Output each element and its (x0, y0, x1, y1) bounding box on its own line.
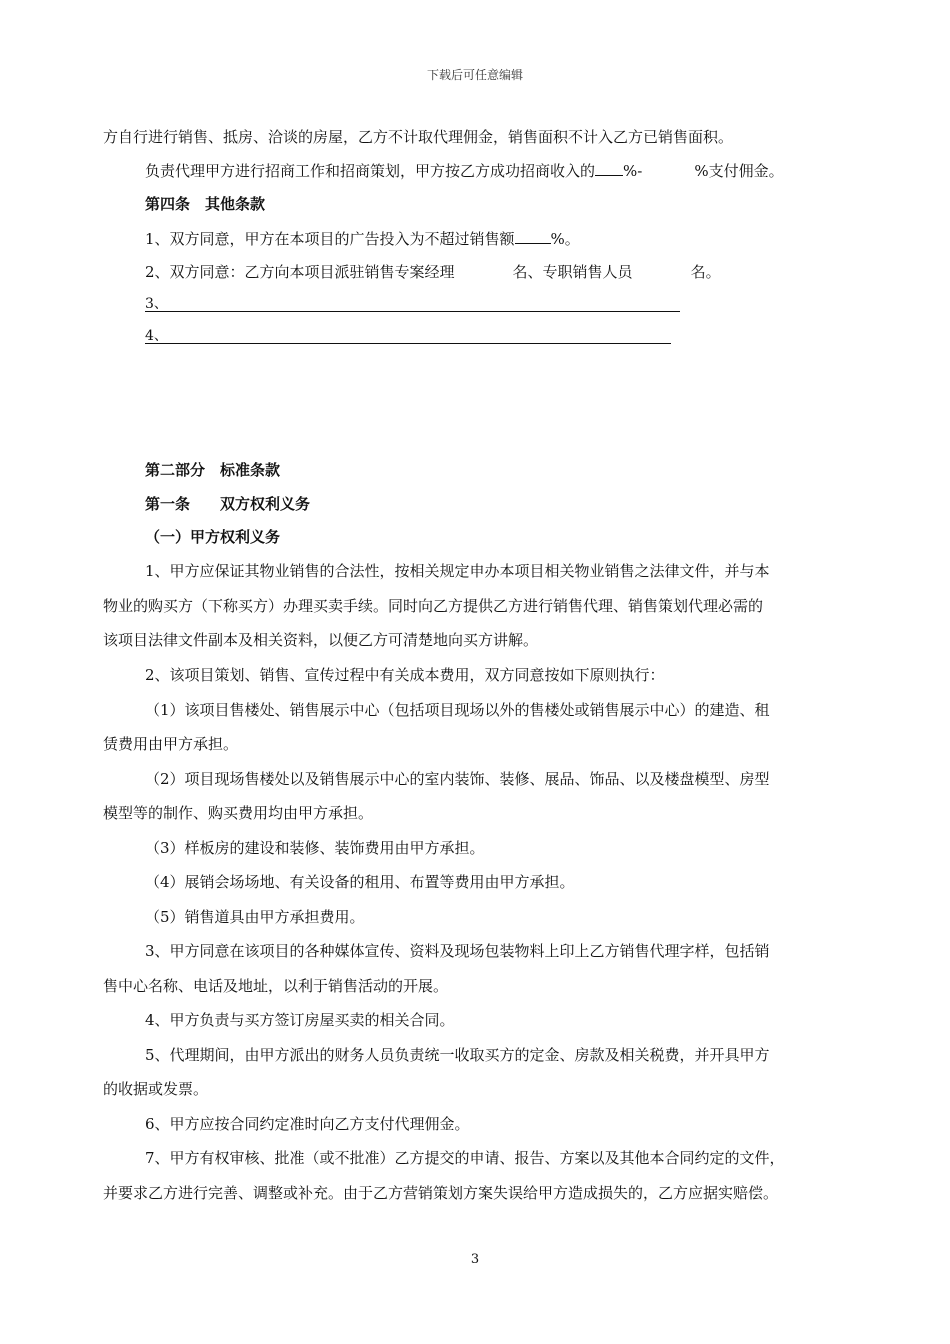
text-line: 赁费用由甲方承担。 (103, 735, 239, 753)
blank-line (145, 311, 680, 312)
text-line: （2）项目现场售楼处以及销售展示中心的室内装饰、装修、展品、饰品、以及楼盘模型、房型 (145, 770, 770, 788)
blank-field (515, 228, 551, 244)
text-line (145, 228, 580, 249)
text-span: %。 (550, 230, 580, 248)
text-line: （5）销售道具由甲方承担费用。 (145, 908, 365, 926)
text-line (145, 160, 784, 181)
text-span: %支付佣金。 (694, 162, 784, 180)
clause-4-label: 4、 (145, 328, 168, 344)
text-line: 并要求乙方进行完善、调整或补充。由于乙方营销策划方案失误给甲方造成损失的，乙方应据实赔偿。 (103, 1184, 779, 1202)
text-line: 该项目法律文件副本及相关资料，以便乙方可清楚地向买方讲解。 (103, 631, 539, 649)
text-span: 名、专职销售人员 (512, 263, 633, 281)
text-span: %- (623, 162, 643, 180)
text-line: 5、代理期间，由甲方派出的财务人员负责统一收取买方的定金、房款及相关税费，并开具甲方 (145, 1046, 770, 1064)
blank-line (145, 343, 671, 344)
clause-3-label: 3、 (145, 296, 168, 312)
text-span: 2、双方同意：乙方向本项目派驻销售专案经理 (145, 263, 455, 281)
text-line (145, 262, 721, 282)
text-line: 1、甲方应保证其物业销售的合法性，按相关规定申办本项目相关物业销售之法律文件，并与本 (145, 562, 770, 580)
text-line: 2、该项目策划、销售、宣传过程中有关成本费用，双方同意按如下原则执行： (145, 666, 665, 684)
text-line: 售中心名称、电话及地址，以利于销售活动的开展。 (103, 977, 449, 995)
part-heading: 第二部分 标准条款 (145, 461, 281, 479)
section-heading: （一）甲方权利义务 (145, 528, 281, 546)
text-span: 负责代理甲方进行招商工作和招商策划，甲方按乙方成功招商收入的 (145, 162, 596, 180)
text-line: 物业的购买方（下称买方）办理买卖手续。同时向乙方提供乙方进行销售代理、销售策划代理必需的 (103, 597, 764, 615)
text-span: 1、双方同意，甲方在本项目的广告投入为不超过销售额 (145, 230, 515, 248)
text-line: 6、甲方应按合同约定准时向乙方支付代理佣金。 (145, 1115, 470, 1133)
text-line: 模型等的制作、购买费用均由甲方承担。 (103, 804, 374, 822)
text-line: （4）展销会场场地、有关设备的租用、布置等费用由甲方承担。 (145, 873, 575, 891)
blank-field (595, 160, 623, 176)
text-span: 名。 (690, 263, 721, 281)
text-line: （3）样板房的建设和装修、装饰费用由甲方承担。 (145, 839, 485, 857)
page-header: 下载后可任意编辑 (426, 68, 523, 82)
text-line: 的收据或发票。 (103, 1080, 209, 1098)
text-line: （1）该项目售楼处、销售展示中心（包括项目现场以外的售楼处或销售展示中心）的建造、租 (145, 701, 770, 719)
text-line: 方自行进行销售、抵房、洽谈的房屋，乙方不计取代理佣金，销售面积不计入乙方已销售面积。 (103, 128, 734, 146)
article-heading: 第一条 双方权利义务 (145, 495, 311, 513)
page-number: 3 (470, 1252, 480, 1267)
article-heading: 第四条 其他条款 (145, 195, 266, 213)
text-line: 3、甲方同意在该项目的各种媒体宣传、资料及现场包装物料上印上乙方销售代理字样，包括销 (145, 942, 770, 960)
text-line: 4、甲方负责与买方签订房屋买卖的相关合同。 (145, 1011, 455, 1029)
text-line: 7、甲方有权审核、批准（或不批准）乙方提交的申请、报告、方案以及其他本合同约定的文件， (145, 1149, 785, 1167)
